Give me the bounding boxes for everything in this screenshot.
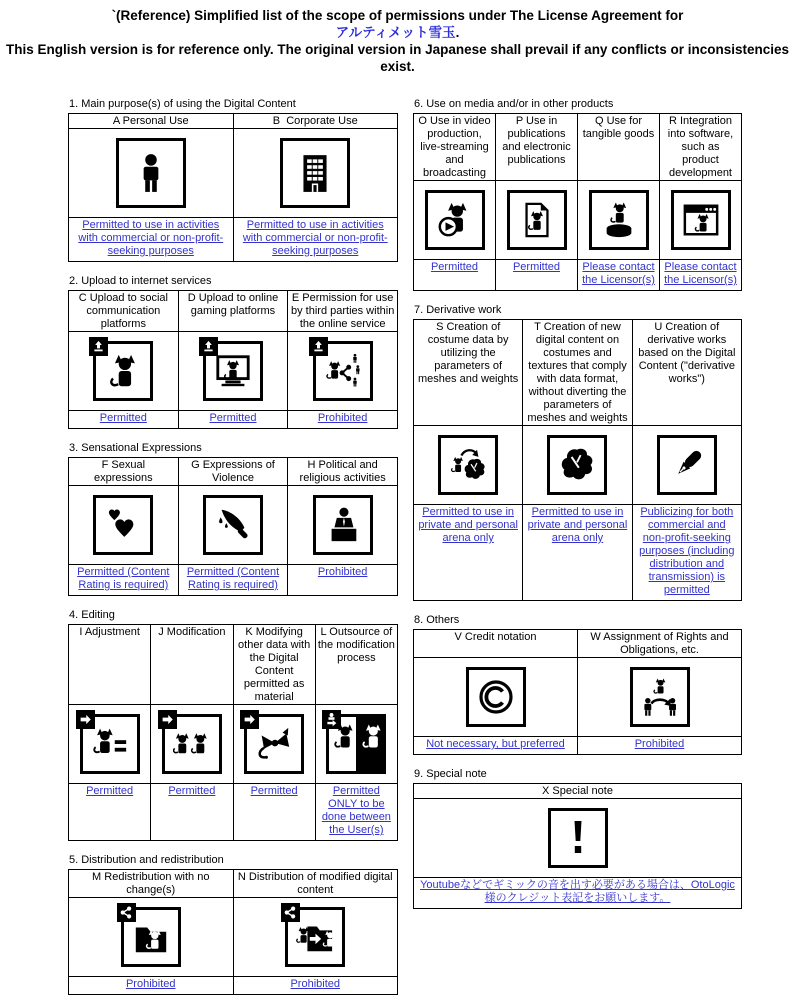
permission-label-u[interactable]: Publicizing for both commercial and non-profit-seeking purposes (including distribution and transmission) is permitted	[639, 506, 735, 596]
table-distribution	[68, 869, 398, 995]
rights-transfer-icon	[630, 667, 690, 727]
table-main-purpose	[68, 113, 398, 262]
cell-header-f: F Sexual expressions	[69, 458, 178, 485]
permission-label-e[interactable]: Prohibited	[317, 412, 368, 424]
page-title	[0, 7, 795, 75]
table-derivative	[413, 319, 742, 601]
permission-label-b[interactable]: Permitted to use in activities with commercial or non-profit-seeking purposes	[242, 219, 388, 257]
cat-to-costume-icon	[438, 435, 498, 495]
cell-header-o: O Use in video production, live-streaming and broadcasting	[414, 114, 495, 180]
arrow-badge-icon	[240, 710, 259, 729]
cell-header-x: X Special note	[414, 784, 741, 798]
cell-header-d: D Upload to online gaming platforms	[179, 291, 288, 331]
permission-label-r[interactable]: Please contact the Licensor(s)	[664, 261, 737, 286]
title-product-name: アルティメット雪玉	[335, 25, 456, 40]
table-upload	[68, 290, 398, 429]
cell-header-a: A Personal Use	[69, 114, 233, 128]
section-editing	[68, 609, 398, 841]
permission-label-c[interactable]: Permitted	[99, 412, 147, 424]
cell-header-s: S Creation of costume data by utilizing the parameters of meshes and weights	[414, 320, 522, 425]
copyright-icon	[466, 667, 526, 727]
upload-badge-icon	[309, 337, 328, 356]
permission-label-l[interactable]: Permitted ONLY to be done between the User(s)	[321, 785, 391, 836]
permission-label-m[interactable]: Prohibited	[125, 978, 176, 990]
building-icon	[280, 138, 350, 208]
browser-cat-icon	[671, 190, 731, 250]
cat-outsource-icon	[326, 714, 386, 774]
cell-header-n: N Distribution of modified digital content	[234, 870, 398, 897]
section-heading: 9. Special note	[414, 768, 487, 780]
table-others	[413, 629, 742, 755]
folder-modified-share-icon	[285, 907, 345, 967]
permission-label-g[interactable]: Permitted (Content Rating is required)	[186, 566, 280, 591]
cell-header-k: K Modifying other data with the Digital Content permitted as material	[234, 625, 315, 704]
person-icon	[116, 138, 186, 208]
folder-cat-share-icon	[121, 907, 181, 967]
cat-play-icon	[425, 190, 485, 250]
share-badge-icon	[117, 903, 136, 922]
hearts-icon	[93, 495, 153, 555]
section-heading: 5. Distribution and redistribution	[69, 854, 224, 866]
arrow-badge-icon	[158, 710, 177, 729]
cell-header-j: J Modification	[151, 625, 232, 704]
permission-label-k[interactable]: Permitted	[250, 785, 298, 797]
cat-share-thirdparty-icon	[313, 341, 373, 401]
title-line2: This English version is for reference only. The original version in Japanese shall prevail if any conflicts or inconsistencies exist.	[6, 42, 789, 74]
arrow-badge-icon	[76, 710, 95, 729]
cell-header-l: L Outsource of the modification process	[316, 625, 397, 704]
cat-bow-icon	[244, 714, 304, 774]
cat-computer-upload-icon	[203, 341, 263, 401]
permission-label-t[interactable]: Permitted to use in private and personal arena only	[527, 506, 628, 544]
share-badge-icon	[281, 903, 300, 922]
document-cat-icon	[507, 190, 567, 250]
cat-equals-icon	[80, 714, 140, 774]
section-distribution	[68, 854, 398, 995]
cell-header-h: H Political and religious activities	[288, 458, 397, 485]
cell-header-r: R Integration into software, such as product development	[660, 114, 741, 180]
right-column	[413, 98, 742, 922]
section-heading: 6. Use on media and/or in other products	[414, 98, 614, 110]
section-heading: 8. Others	[414, 614, 460, 626]
fountain-pen-icon	[657, 435, 717, 495]
permission-label-d[interactable]: Permitted	[209, 412, 257, 424]
title-line1: `(Reference) Simplified list of the scope of permissions under The License Agreement for	[111, 8, 684, 23]
section-heading: 1. Main purpose(s) of using the Digital Content	[69, 98, 296, 110]
section-main-purpose	[68, 98, 398, 262]
permission-label-a[interactable]: Permitted to use in activities with commercial or non-profit-seeking purposes	[78, 219, 224, 257]
two-cats-icon	[162, 714, 222, 774]
permission-label-o[interactable]: Permitted	[430, 261, 479, 273]
permission-label-v[interactable]: Not necessary, but preferred	[426, 738, 565, 750]
table-sensational	[68, 457, 398, 596]
section-media-products	[413, 98, 742, 291]
cell-header-g: G Expressions of Violence	[179, 458, 288, 485]
permission-label-f[interactable]: Permitted (Content Rating is required)	[77, 566, 170, 591]
section-heading: 3. Sensational Expressions	[69, 442, 202, 454]
cell-header-q: Q Use for tangible goods	[578, 114, 659, 180]
section-others	[413, 614, 742, 755]
cat-pedestal-icon	[589, 190, 649, 250]
cell-header-c: C Upload to social communication platforms	[69, 291, 178, 331]
section-special-note	[413, 768, 742, 909]
cell-header-p: P Use in publications and electronic publications	[496, 114, 577, 180]
cell-header-w: W Assignment of Rights and Obligations, etc.	[578, 630, 741, 657]
cell-header-m: M Redistribution with no change(s)	[69, 870, 233, 897]
table-media-products	[413, 113, 742, 291]
permission-label-j[interactable]: Permitted	[168, 785, 216, 797]
permission-label-p[interactable]: Permitted	[512, 261, 561, 273]
table-editing	[68, 624, 398, 841]
knife-icon	[203, 495, 263, 555]
section-heading: 4. Editing	[69, 609, 115, 621]
title-product-suffix: .	[455, 25, 460, 40]
cell-header-u: U Creation of derivative works based on the Digital Content ("derivative works")	[633, 320, 741, 425]
person-arrow-badge-icon	[322, 710, 341, 729]
permission-label-s[interactable]: Permitted to use in private and personal arena only	[418, 506, 518, 544]
podium-icon	[313, 495, 373, 555]
permission-label-w[interactable]: Prohibited	[634, 738, 685, 750]
permission-label-n[interactable]: Prohibited	[290, 978, 341, 990]
cell-header-b: B Corporate Use	[234, 114, 398, 128]
cell-header-t: T Creation of new digital content on costumes and textures that comply with data format, without diverting the parameters of meshes and weights	[523, 320, 631, 425]
special-note-text[interactable]: Youtubeなどでギミックの音を出す必要がある場合は、OtoLogic様のクレジット表記をお願いします。	[420, 879, 735, 904]
section-derivative	[413, 304, 742, 601]
permission-label-i[interactable]: Permitted	[86, 785, 134, 797]
upload-badge-icon	[89, 337, 108, 356]
costume-icon	[547, 435, 607, 495]
cell-header-v: V Credit notation	[414, 630, 577, 657]
upload-badge-icon	[199, 337, 218, 356]
cat-upload-icon	[93, 341, 153, 401]
exclamation-icon	[548, 808, 608, 868]
cell-header-i: I Adjustment	[69, 625, 150, 704]
left-column	[68, 98, 398, 1008]
section-heading: 7. Derivative work	[414, 304, 502, 316]
section-upload	[68, 275, 398, 429]
table-special-note	[413, 783, 742, 909]
section-heading: 2. Upload to internet services	[69, 275, 212, 287]
cell-header-e: E Permission for use by third parties within the online service	[288, 291, 397, 331]
permission-label-h[interactable]: Prohibited	[317, 566, 368, 578]
permission-label-q[interactable]: Please contact the Licensor(s)	[582, 261, 655, 286]
section-sensational	[68, 442, 398, 596]
